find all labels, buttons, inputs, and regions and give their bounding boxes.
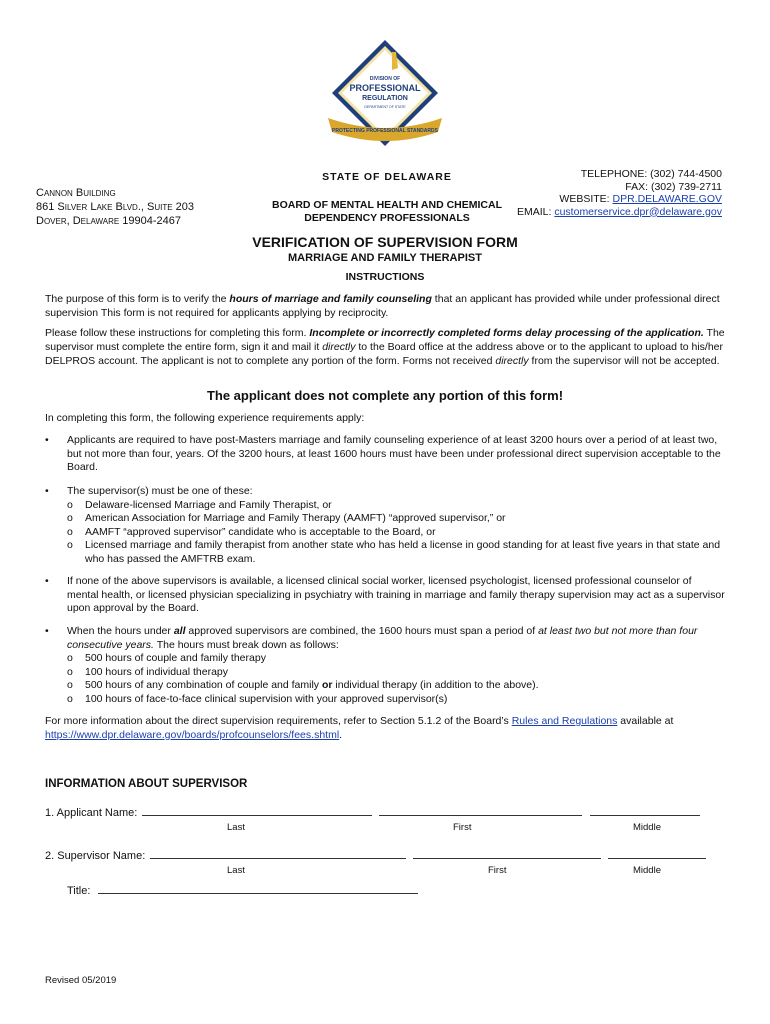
rules-regulations-link[interactable]: Rules and Regulations: [511, 715, 618, 727]
svg-text:DEPARTMENT OF STATE: DEPARTMENT OF STATE: [364, 105, 406, 109]
applicant-first-label: First: [453, 822, 472, 833]
sub-list-item: o 100 hours of face-to-face clinical supervision with your approved supervisor(s): [67, 692, 448, 705]
sub-list-item: o 100 hours of individual therapy: [67, 665, 229, 678]
revision-date: Revised 05/2019: [45, 975, 117, 986]
applicant-last-label: Last: [227, 822, 245, 833]
email-link[interactable]: customerservice.dpr@delaware.gov: [554, 205, 722, 218]
supervisor-first-label: First: [488, 865, 507, 876]
title-field[interactable]: [98, 884, 418, 894]
svg-text:PROTECTING PROFESSIONAL STANDA: PROTECTING PROFESSIONAL STANDARDS: [332, 128, 438, 134]
office-address: [36, 186, 194, 228]
supervisor-middle-name-field[interactable]: [608, 849, 706, 859]
address-line-street: 861 Silver Lake Blvd., Suite 203: [36, 201, 194, 213]
instructions-heading: INSTRUCTIONS: [345, 271, 425, 283]
sub-list-item: o Licensed marriage and family therapist from another state who has held a license in good standing for at least five years in that state and who has passed the AMFTRB exam.: [67, 539, 721, 565]
applicant-middle-name-field[interactable]: [590, 806, 700, 816]
address-line-city: Dover, Delaware 19904-2467: [36, 215, 181, 227]
applicant-last-name-field[interactable]: [142, 806, 372, 816]
applicant-first-name-field[interactable]: [379, 806, 582, 816]
requirements-intro: In completing this form, the following experience requirements apply:: [45, 412, 365, 424]
svg-text:REGULATION: REGULATION: [362, 95, 408, 102]
sub-list-item: o 500 hours of any combination of couple and family or individual therapy (in addition to the above).: [67, 679, 539, 691]
form-title: VERIFICATION OF SUPERVISION FORM: [252, 234, 518, 250]
website: WEBSITE: DPR.DELAWARE.GOV: [559, 193, 722, 205]
fees-url-link[interactable]: https://www.dpr.delaware.gov/boards/profcounselors/fees.shtml: [45, 729, 340, 741]
applicant-name-row: [45, 806, 700, 820]
list-item: • When the hours under all approved supervisors are combined, the 1600 hours must span a period of at least two but not more than four consecutive years. The hours must break down as follows: o 500 hours of couple and family therapy o 100 hours of individual therapy o 500 hours of any combination of couple and family or individual therapy (in addition to the above). o 100 hours of face-to-face clinical supervision with your approved supervisor(s): [45, 625, 725, 706]
telephone: TELEPHONE: (302) 744-4500: [580, 168, 722, 180]
email: EMAIL: customerservice.dpr@delaware.gov: [516, 205, 722, 218]
fax: FAX: (302) 739-2711: [625, 180, 722, 193]
board-name-line1: BOARD OF MENTAL HEALTH AND CHEMICAL: [271, 198, 502, 211]
sub-list-item: o AAMFT “approved supervisor” candidate who is acceptable to the Board, or: [67, 525, 436, 538]
list-item: • Applicants are required to have post-Masters marriage and family counseling experience of at least 3200 hours over a period of at least two, but not more than four, years. Of the 3200 hours, at least 1600 hours must have been under professional direct supervision acceptable to the Board.: [45, 434, 721, 473]
purpose-paragraph: The purpose of this form is to verify the hours of marriage and family counseling that an applicant has provided while under professional direct supervision This form is not required for applicants applying by reciprocity.: [45, 293, 720, 319]
supervisor-section-heading: INFORMATION ABOUT SUPERVISOR: [45, 778, 248, 790]
more-info-paragraph: For more information about the direct supervision requirements, refer to Section 5.1.2 of the Board’s Rules and Regulations available at https://www.dpr.delaware.gov/boards/profcounselors/fees.shtml.: [45, 715, 674, 741]
applicant-middle-label: Middle: [633, 822, 661, 833]
instructions-paragraph: Please follow these instructions for completing this form. Incomplete or incorrectly completed forms delay processing of the application. The supervisor must complete the entire form, sign it and mail it directly to the Board office at the address above or to the applicant to upload to his/her DELPROS account. The applicant is not to complete any portion of the form. Forms not received directly from the supervisor will not be accepted.: [45, 327, 725, 367]
website-link[interactable]: DPR.DELAWARE.GOV: [612, 193, 722, 205]
applicant-warning: The applicant does not complete any portion of this form!: [206, 388, 564, 403]
supervisor-name-label: 2. Supervisor Name:: [45, 850, 146, 862]
agency-heading: [232, 171, 542, 225]
applicant-name-label: 1. Applicant Name:: [45, 807, 138, 819]
title-label: Title:: [67, 885, 91, 897]
supervisor-last-name-field[interactable]: [150, 849, 406, 859]
sub-list-item: o 500 hours of couple and family therapy: [67, 652, 266, 664]
board-name-line2: DEPENDENCY PROFESSIONALS: [304, 211, 470, 224]
supervisor-middle-label: Middle: [633, 865, 661, 876]
title-row: [67, 884, 418, 898]
list-item: • If none of the above supervisors is available, a licensed clinical social worker, licensed psychologist, licensed professional counselor of mental health, or licensed physician specializing in psychiatry with training in marriage and family therapy supervision may act as a supervisor upon approval by the Board.: [45, 575, 725, 614]
sub-list-item: o Delaware-licensed Marriage and Family Therapist, or: [67, 498, 332, 511]
address-line-building: Cannon Building: [36, 187, 116, 199]
list-item: • The supervisor(s) must be one of these: o Delaware-licensed Marriage and Family Therapist, or o American Association for Marriage and Family Therapy (AAMFT) “approved supervisor,” or o AAMFT “approved supervisor” candidate who is acceptable to the Board, or o Licensed marriage and family therapist from another state who has held a license in good standing for at least five years in that state and who has passed the AMFTRB exam.: [45, 485, 725, 566]
form-subtitle: MARRIAGE AND FAMILY THERAPIST: [288, 252, 482, 264]
supervisor-name-row: [45, 849, 706, 863]
sub-list-item: o American Association for Marriage and Family Therapy (AAMFT) “approved supervisor,” or: [67, 512, 506, 524]
contact-info: [517, 168, 722, 218]
state-name: STATE OF DELAWARE: [322, 171, 452, 183]
svg-text:PROFESSIONAL: PROFESSIONAL: [349, 83, 421, 93]
supervisor-last-label: Last: [227, 865, 245, 876]
svg-text:DIVISION OF: DIVISION OF: [369, 76, 401, 82]
dpr-logo: [320, 38, 450, 156]
supervisor-first-name-field[interactable]: [413, 849, 601, 859]
